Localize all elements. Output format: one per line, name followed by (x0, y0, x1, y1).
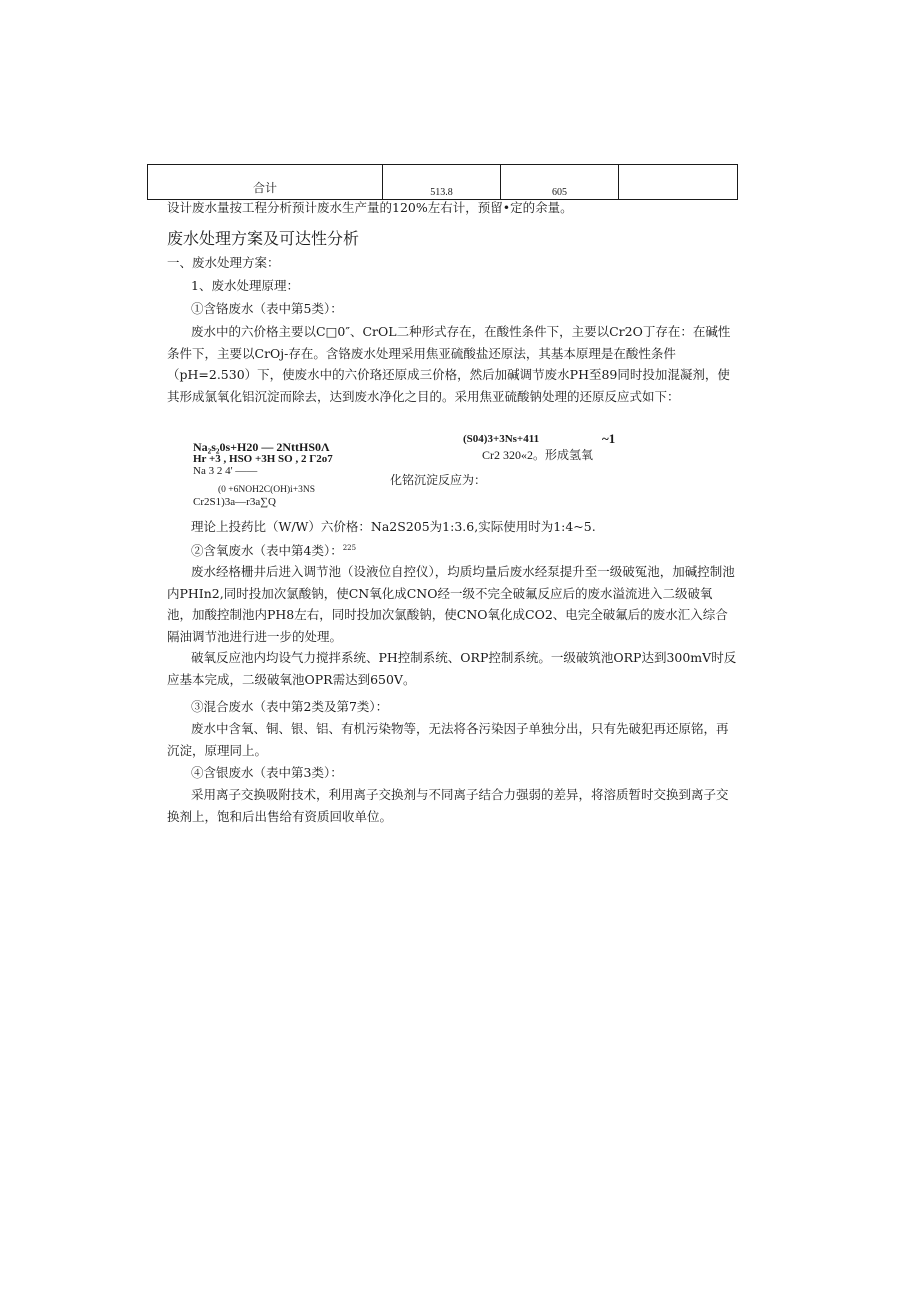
item-2-title: ②含氧废水（表中第4类）： (191, 543, 343, 559)
formula-right-2: Cr2 320«2。形成氢氧 (482, 448, 594, 462)
item-4-title: ④含银废水（表中第3类）： (191, 765, 343, 780)
total-label-cell: 合计 (148, 165, 383, 200)
item-1-paragraph: 废水中的六价格主要以C□0″、CrOL二种形式存在，在酸性条件下，主要以Cr2O丁存在：在碱性条件下，主要以CrOj-存在。含铬废水处理采用焦亚硫酸盐还原法，其基本原理是在酸性条件（pH=2.530）下，使废水中的六价珞还原成三价格，然后加碱调节废水PH至89同时投加混凝剂，使其形成氯氧化铝沉淀而除去，达到废水净化之目的。采用焦亚硫酸钠处理的还原反应式如下： (167, 324, 731, 404)
item-2-title-row (191, 538, 356, 561)
item-4-paragraph: 采用离子交换吸附技术，利用离子交换剂与不同离子结合力强弱的差异，将溶质暂时交换到离子交换剂上，饱和后出售给有资质回收单位。 (167, 787, 729, 824)
item-2-superscript: 225 (342, 544, 357, 552)
formula-line-2: Hr +3 , HSO +3H SO , 2 Γ2o7 (193, 453, 333, 465)
section-heading: 废水处理方案及可达性分析 (167, 229, 360, 248)
item-2-paragraph-2: 破氧反应池内均设气力搅拌系统、PH控制系统、ORP控制系统。一级破筑池ORP达到300mV时反应基本完成，二级破氧池OPR需达到650V。 (167, 650, 737, 687)
item-4-body (167, 784, 737, 827)
item-1-ratio: 理论上投药比（W/W）六价格：Na2S205为1:3.6,实际使用时为1:4~5. (191, 519, 596, 534)
item-1-title: ①含铬废水（表中第5类）： (191, 301, 343, 316)
formula-line-4: (0 +6NOH2C(OH)i+3NS (218, 485, 316, 495)
section-title: 一、废水处理方案： (167, 255, 280, 270)
summary-table (147, 164, 738, 200)
subsection-title: 1、废水处理原理： (191, 278, 299, 293)
formula-right-3: 化铭沉淀反应为： (390, 473, 487, 487)
table-note: 设计废水量按工程分析预计废水生产量的120%左右计，预留•定的余量。 (167, 200, 573, 215)
formula-right-1: (S04)3+3Ns+411 (463, 433, 540, 445)
formula-line-5: Cr2S1)3a—r3a∑Q (193, 496, 276, 508)
item-3-body (167, 718, 737, 761)
formula-right-1b: ~1 (602, 431, 616, 446)
item-2-paragraph-1: 废水经格栅井后进入调节池（设液位自控仪），均质均量后废水经泵提升至一级破冤池，加碱控制池内PHIn2,同时投加次氯酸钠，使CN氧化成CNO经一级不完全破氟反应后的废水溢流进入二级破氧池，加酸控制池内PH8左右，同时投加次氯酸钠，使CNO氧化成CO2、电完全破氟后的废水汇入综合隔油调节池进行进一步的处理。 (167, 564, 735, 644)
item-2-body (167, 561, 737, 690)
total-value-cell-3 (619, 165, 738, 200)
item-3-title: ③混合废水（表中第2类及第7类）： (191, 699, 389, 714)
formula-line-3: Na 3 2 4' —— (193, 465, 258, 477)
total-value-cell-1: 513.8 (383, 165, 501, 200)
item-3-paragraph: 废水中含氧、铜、银、铝、有机污染物等，无法将各污染因子单独分出，只有先破犯再还原铭，再沉淀，原理同上。 (167, 721, 729, 758)
table-row (148, 165, 738, 200)
item-1-body (167, 321, 737, 407)
formula-line-1: Na₂s₂0s+H20 — 2NttHS0Λ (193, 440, 330, 454)
total-value-cell-2: 605 (501, 165, 619, 200)
